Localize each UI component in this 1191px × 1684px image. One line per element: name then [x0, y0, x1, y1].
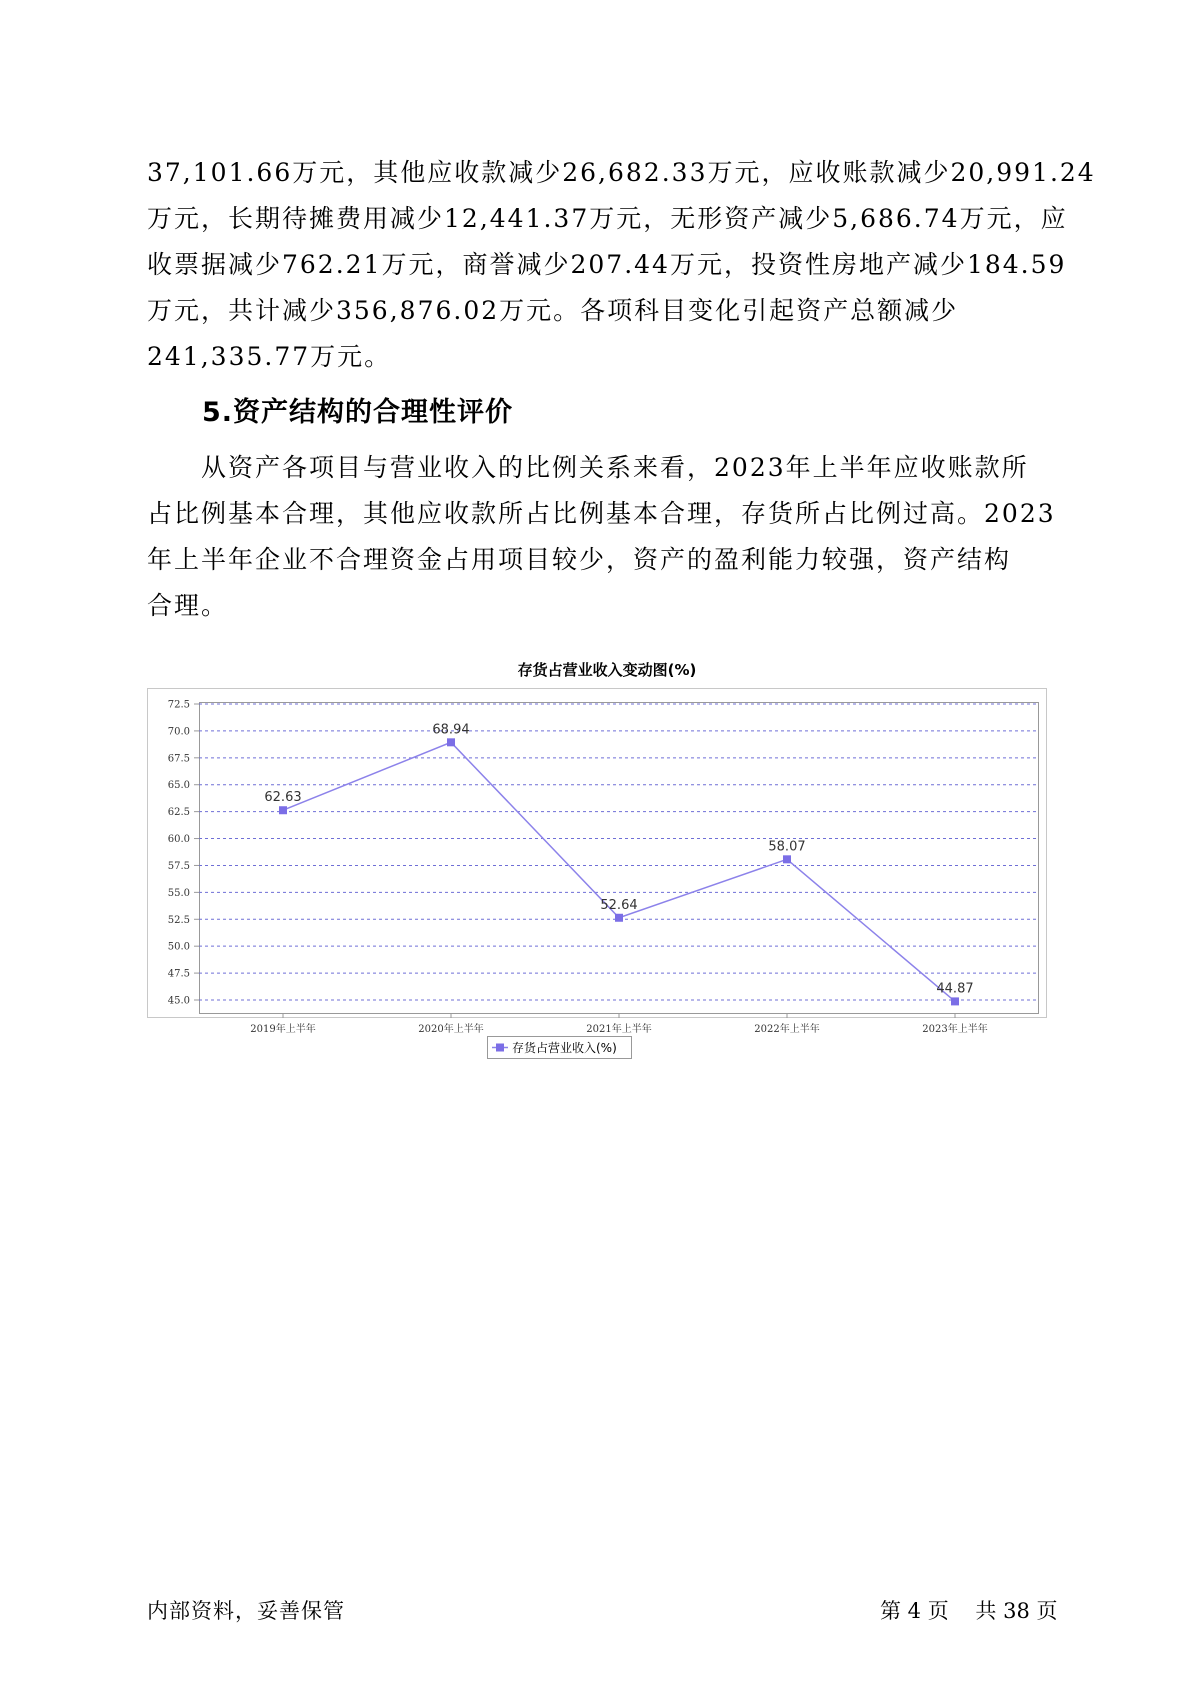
data-label: 68.94: [432, 722, 470, 738]
paragraph-asset-structure: [147, 445, 1056, 629]
footer-page-number: 第 4 页 共 38 页: [880, 1599, 1058, 1623]
text-line: 收票据减少762.21万元，商誉减少207.44万元，投资性房地产减少184.59: [147, 250, 1067, 279]
data-label: 44.87: [936, 981, 974, 997]
y-tick-label: 57.5: [167, 860, 190, 872]
y-tick-label: 65.0: [167, 780, 190, 792]
y-tick-label: 55.0: [167, 887, 190, 899]
data-label: 62.63: [264, 790, 302, 806]
legend-label: 存货占营业收入(%): [512, 1041, 617, 1055]
text-line: 万元，长期待摊费用减少12,441.37万元，无形资产减少5,686.74万元，应: [147, 204, 1068, 233]
text-line: 合理。: [147, 591, 229, 620]
inventory-ratio-chart: [147, 650, 1047, 1110]
data-label: 52.64: [600, 897, 638, 913]
text-line: 241,335.77万元。: [147, 342, 392, 371]
text-line: 37,101.66万元，其他应收款减少26,682.33万元，应收账款减少20,991.24: [147, 158, 1096, 187]
chart-frame: [148, 689, 1047, 1018]
data-point-marker: [279, 806, 287, 814]
text-line: 占比例基本合理，其他应收款所占比例基本合理，存货所占比例过高。2023: [147, 499, 1056, 528]
data-point-marker: [951, 997, 959, 1005]
section-heading: 5.资产结构的合理性评价: [202, 397, 514, 428]
x-tick-label: 2023年上半年: [922, 1024, 988, 1035]
data-point-marker: [783, 855, 791, 863]
y-tick-label: 52.5: [167, 914, 190, 926]
y-tick-label: 47.5: [167, 968, 190, 980]
y-tick-label: 67.5: [167, 753, 190, 765]
chart-svg: [147, 650, 1047, 1110]
y-tick-label: 60.0: [167, 834, 190, 846]
x-tick-label: 2021年上半年: [586, 1024, 652, 1035]
text-line: 年上半年企业不合理资金占用项目较少，资产的盈利能力较强，资产结构: [147, 545, 1012, 574]
data-point-marker: [615, 914, 623, 922]
y-tick-label: 50.0: [167, 941, 190, 953]
y-tick-label: 62.5: [167, 807, 190, 819]
footer-confidential-note: 内部资料，妥善保管: [147, 1599, 345, 1623]
y-tick-label: 70.0: [167, 726, 190, 738]
text-line: 万元，共计减少356,876.02万元。各项科目变化引起资产总额减少: [147, 296, 959, 325]
x-tick-label: 2019年上半年: [250, 1024, 316, 1035]
data-label: 58.07: [768, 839, 806, 855]
x-tick-label: 2020年上半年: [418, 1024, 484, 1035]
legend-marker-swatch: [496, 1044, 504, 1052]
x-tick-label: 2022年上半年: [754, 1024, 820, 1035]
data-point-marker: [447, 738, 455, 746]
y-tick-label: 45.0: [167, 995, 190, 1007]
y-tick-label: 72.5: [167, 699, 190, 711]
chart-title: 存货占营业收入变动图(%): [517, 661, 697, 679]
paragraph-asset-decrease: [147, 150, 1096, 380]
text-line: 从资产各项目与营业收入的比例关系来看，2023年上半年应收账款所: [147, 453, 1029, 482]
